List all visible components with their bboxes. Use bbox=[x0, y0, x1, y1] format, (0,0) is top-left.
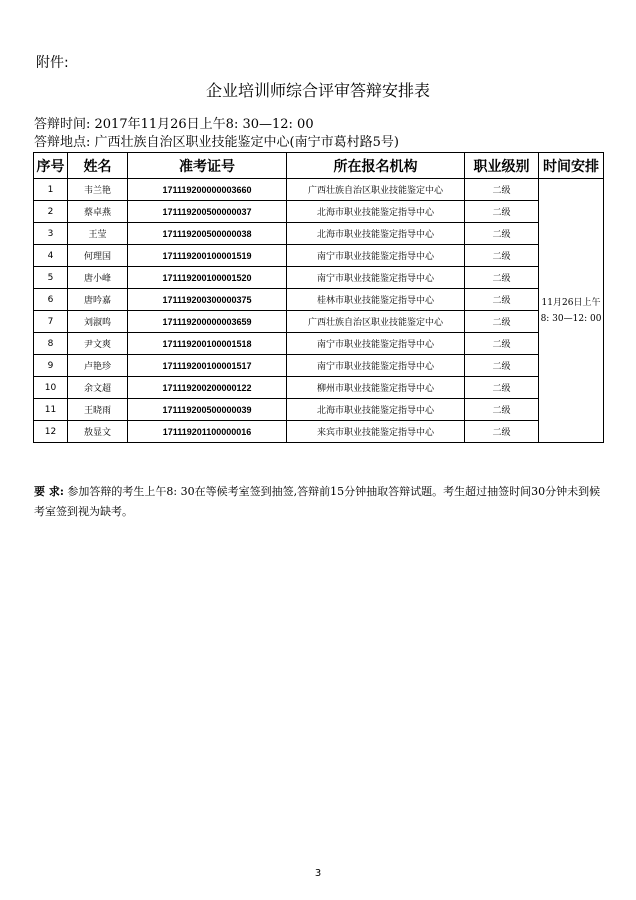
attachment-label: 附件: bbox=[36, 55, 69, 71]
row-name: 何理国 bbox=[68, 245, 128, 267]
row-org: 柳州市职业技能鉴定指导中心 bbox=[287, 377, 465, 399]
row-org: 广西壮族自治区职业技能鉴定中心 bbox=[287, 179, 465, 201]
schedule-date: 11月26日上午 bbox=[541, 297, 601, 308]
row-no: 11 bbox=[34, 399, 68, 421]
requirements bbox=[34, 482, 604, 522]
row-no: 6 bbox=[34, 289, 68, 311]
table-row bbox=[34, 377, 604, 399]
row-exam-id: 171119200100001520 bbox=[128, 267, 287, 289]
header-seq: 序号 bbox=[34, 153, 68, 179]
row-org: 广西壮族自治区职业技能鉴定中心 bbox=[287, 311, 465, 333]
table-row bbox=[34, 223, 604, 245]
row-org: 南宁市职业技能鉴定指导中心 bbox=[287, 267, 465, 289]
row-level: 二级 bbox=[465, 333, 539, 355]
table-row bbox=[34, 333, 604, 355]
row-no: 1 bbox=[34, 179, 68, 201]
row-exam-id: 171119200100001518 bbox=[128, 333, 287, 355]
table-row bbox=[34, 245, 604, 267]
row-name: 蔡卓燕 bbox=[68, 201, 128, 223]
row-name: 韦兰艳 bbox=[68, 179, 128, 201]
row-exam-id: 171119200500000037 bbox=[128, 201, 287, 223]
schedule-cell bbox=[539, 179, 604, 443]
row-level: 二级 bbox=[465, 245, 539, 267]
row-org: 北海市职业技能鉴定指导中心 bbox=[287, 201, 465, 223]
row-name: 卢艳珍 bbox=[68, 355, 128, 377]
row-level: 二级 bbox=[465, 267, 539, 289]
row-name: 刘淑鸣 bbox=[68, 311, 128, 333]
row-name: 王莹 bbox=[68, 223, 128, 245]
row-level: 二级 bbox=[465, 421, 539, 443]
row-level: 二级 bbox=[465, 289, 539, 311]
table-row bbox=[34, 355, 604, 377]
row-no: 8 bbox=[34, 333, 68, 355]
row-org: 南宁市职业技能鉴定指导中心 bbox=[287, 355, 465, 377]
header-schedule: 时间安排 bbox=[539, 153, 604, 179]
requirements-text: 参加答辩的考生上午8: 30在等候考室签到抽签,答辩前15分钟抽取答辩试题。考生超过抽签时间30分钟未到候考室签到视为缺考。 bbox=[34, 485, 601, 518]
row-org: 北海市职业技能鉴定指导中心 bbox=[287, 399, 465, 421]
row-org: 南宁市职业技能鉴定指导中心 bbox=[287, 245, 465, 267]
row-exam-id: 171119200000003660 bbox=[128, 179, 287, 201]
page-title: 企业培训师综合评审答辩安排表 bbox=[205, 81, 430, 100]
row-no: 3 bbox=[34, 223, 68, 245]
row-level: 二级 bbox=[465, 201, 539, 223]
row-org: 北海市职业技能鉴定指导中心 bbox=[287, 223, 465, 245]
row-org: 桂林市职业技能鉴定指导中心 bbox=[287, 289, 465, 311]
row-level: 二级 bbox=[465, 179, 539, 201]
row-level: 二级 bbox=[465, 311, 539, 333]
row-name: 敖显文 bbox=[68, 421, 128, 443]
row-exam-id: 171119200300000375 bbox=[128, 289, 287, 311]
row-no: 12 bbox=[34, 421, 68, 443]
row-exam-id: 171119200100001517 bbox=[128, 355, 287, 377]
table-row bbox=[34, 399, 604, 421]
row-exam-id: 171119200000003659 bbox=[128, 311, 287, 333]
row-name: 余文超 bbox=[68, 377, 128, 399]
row-name: 尹文爽 bbox=[68, 333, 128, 355]
page-number: 3 bbox=[314, 868, 322, 879]
row-no: 5 bbox=[34, 267, 68, 289]
header-level: 职业级别 bbox=[465, 153, 539, 179]
row-exam-id: 171119201100000016 bbox=[128, 421, 287, 443]
row-no: 7 bbox=[34, 311, 68, 333]
row-exam-id: 171119200200000122 bbox=[128, 377, 287, 399]
schedule-hours: 8: 30—12: 00 bbox=[540, 313, 602, 324]
row-name: 王晓雨 bbox=[68, 399, 128, 421]
row-name: 唐吟嘉 bbox=[68, 289, 128, 311]
row-level: 二级 bbox=[465, 355, 539, 377]
row-exam-id: 171119200500000039 bbox=[128, 399, 287, 421]
table-row bbox=[34, 421, 604, 443]
requirements-label: 要 求: bbox=[34, 485, 64, 498]
row-no: 10 bbox=[34, 377, 68, 399]
row-no: 4 bbox=[34, 245, 68, 267]
row-level: 二级 bbox=[465, 399, 539, 421]
table-header-row bbox=[34, 153, 604, 179]
row-org: 来宾市职业技能鉴定指导中心 bbox=[287, 421, 465, 443]
row-level: 二级 bbox=[465, 377, 539, 399]
table-row bbox=[34, 179, 604, 201]
schedule-table bbox=[33, 152, 604, 443]
defense-location: 答辩地点: 广西壮族自治区职业技能鉴定中心(南宁市葛村路5号) bbox=[34, 135, 399, 150]
header-name: 姓名 bbox=[68, 153, 128, 179]
table-row bbox=[34, 201, 604, 223]
row-exam-id: 171119200100001519 bbox=[128, 245, 287, 267]
row-no: 2 bbox=[34, 201, 68, 223]
table-row bbox=[34, 267, 604, 289]
header-exam-id: 准考证号 bbox=[128, 153, 287, 179]
header-org: 所在报名机构 bbox=[287, 153, 465, 179]
table-row bbox=[34, 311, 604, 333]
row-level: 二级 bbox=[465, 223, 539, 245]
table-row bbox=[34, 289, 604, 311]
row-org: 南宁市职业技能鉴定指导中心 bbox=[287, 333, 465, 355]
defense-time: 答辩时间: 2017年11月26日上午8: 30—12: 00 bbox=[34, 117, 314, 132]
row-name: 唐小峰 bbox=[68, 267, 128, 289]
row-no: 9 bbox=[34, 355, 68, 377]
row-exam-id: 171119200500000038 bbox=[128, 223, 287, 245]
